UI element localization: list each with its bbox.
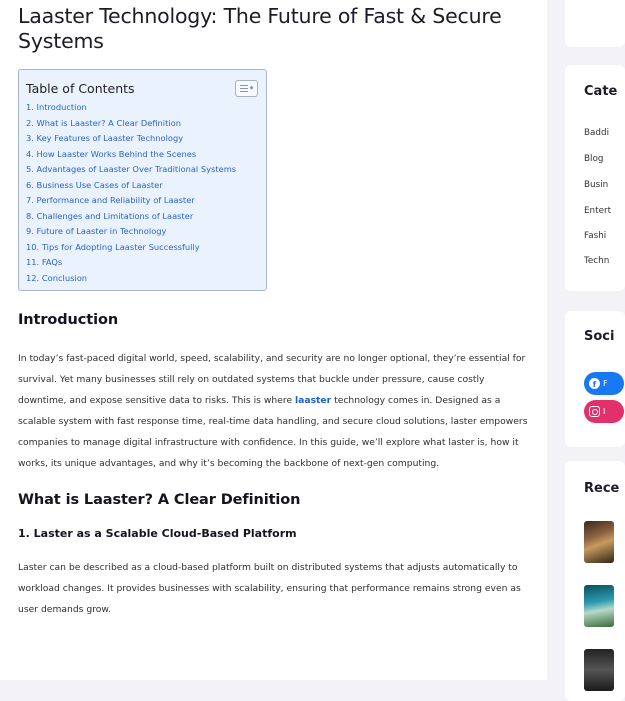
table-of-contents — [18, 69, 267, 291]
sub-heading-scalable-platform: 1. Laster as a Scalable Cloud-Based Platform — [18, 527, 297, 540]
recent-posts-heading: Rece — [584, 481, 620, 496]
toc-link-use-cases[interactable]: 6. Business Use Cases of Laaster — [26, 179, 163, 190]
category-link[interactable]: Busin — [584, 180, 609, 190]
facebook-label: F — [603, 379, 608, 388]
instagram-label: I — [603, 407, 606, 416]
toc-item — [26, 209, 259, 225]
toc-item — [26, 131, 259, 147]
toc-link-definition[interactable]: 2. What is Laaster? A Clear Definition — [26, 117, 182, 128]
toc-item — [26, 100, 259, 116]
toc-item — [26, 193, 259, 209]
recent-post-thumbnail[interactable] — [584, 585, 614, 627]
sidebar — [547, 0, 620, 680]
toc-item — [26, 116, 259, 132]
section-heading-introduction: Introduction — [18, 312, 119, 328]
categories-heading: Cate — [584, 84, 618, 99]
toc-link-challenges[interactable]: 8. Challenges and Limitations of Laaster — [26, 210, 194, 221]
instagram-button[interactable] — [584, 400, 624, 423]
toc-item — [26, 178, 259, 194]
toc-item — [26, 224, 259, 240]
toc-item — [26, 162, 259, 178]
toc-header — [26, 80, 259, 96]
toc-link-how-it-works[interactable]: 4. How Laaster Works Behind the Scenes — [26, 148, 197, 159]
toc-title: Table of Contents — [26, 80, 135, 96]
category-link[interactable]: Blog — [584, 154, 604, 164]
toc-item — [26, 147, 259, 163]
definition-paragraph: Laster can be described as a cloud-based platform built on distributed systems that adjusts automatically to workload changes. It provides businesses with scalability, ensuring that performance remains strong even as user demands grow. — [18, 562, 521, 615]
social-heading: Soci — [584, 329, 615, 344]
toc-link-tips[interactable]: 10. Tips for Adopting Laaster Successfully — [26, 241, 200, 252]
facebook-icon: f — [589, 378, 600, 389]
intro-text-start: In today’s fast-paced digital world, speed, scalability, and security are no longer optional, they’re essential for survival. Yet many businesses still rely on outdated systems that buckle under pressure, cause costly downtime, and expose sensitive data to risks. This is where — [18, 353, 526, 406]
toc-link-performance[interactable]: 7. Performance and Reliability of Laaster — [26, 195, 195, 205]
instagram-icon — [589, 406, 600, 417]
facebook-button[interactable] — [584, 372, 624, 395]
article-title: Laaster Technology: The Future of Fast & Secure Systems — [18, 4, 502, 53]
toc-toggle-button[interactable] — [235, 80, 258, 97]
toc-link-key-features[interactable]: 3. Key Features of Laaster Technology — [26, 133, 184, 143]
intro-paragraph — [18, 348, 529, 474]
toc-link-conclusion[interactable]: 12. Conclusion — [26, 272, 88, 283]
list-icon — [240, 85, 248, 92]
sidebar-search-card — [565, 0, 625, 47]
intro-text-end: technology comes in. Designed as a scalable system with fast response time, real-time data handling, and secure cloud solutions, laster empowers companies to manage digital infrastructure with confidence. In this guide, we’ll explore what laster is, how it works, its unique advantages, and why it’s becoming the backbone of next-gen computing. — [18, 395, 528, 469]
recent-post-thumbnail[interactable] — [584, 649, 614, 691]
toc-item — [26, 271, 259, 287]
toc-link-introduction[interactable]: 1. Introduction — [26, 102, 87, 112]
category-link[interactable]: Techn — [584, 256, 610, 266]
recent-post-thumbnail[interactable] — [584, 521, 614, 563]
toc-link-advantages[interactable]: 5. Advantages of Laaster Over Traditional Systems — [26, 164, 237, 174]
toc-item — [26, 255, 259, 271]
chevron-icon: ◆ — [249, 84, 254, 91]
section-heading-definition: What is Laaster? A Clear Definition — [18, 492, 301, 508]
toc-item — [26, 240, 259, 256]
toc-link-future[interactable]: 9. Future of Laaster in Technology — [26, 226, 167, 236]
laaster-link[interactable]: laaster — [295, 395, 332, 406]
category-link[interactable]: Baddi — [584, 128, 610, 138]
toc-list — [26, 100, 259, 286]
category-link[interactable]: Fashi — [584, 231, 607, 241]
category-link[interactable]: Entert — [584, 206, 612, 216]
toc-link-faqs[interactable]: 11. FAQs — [26, 257, 63, 267]
